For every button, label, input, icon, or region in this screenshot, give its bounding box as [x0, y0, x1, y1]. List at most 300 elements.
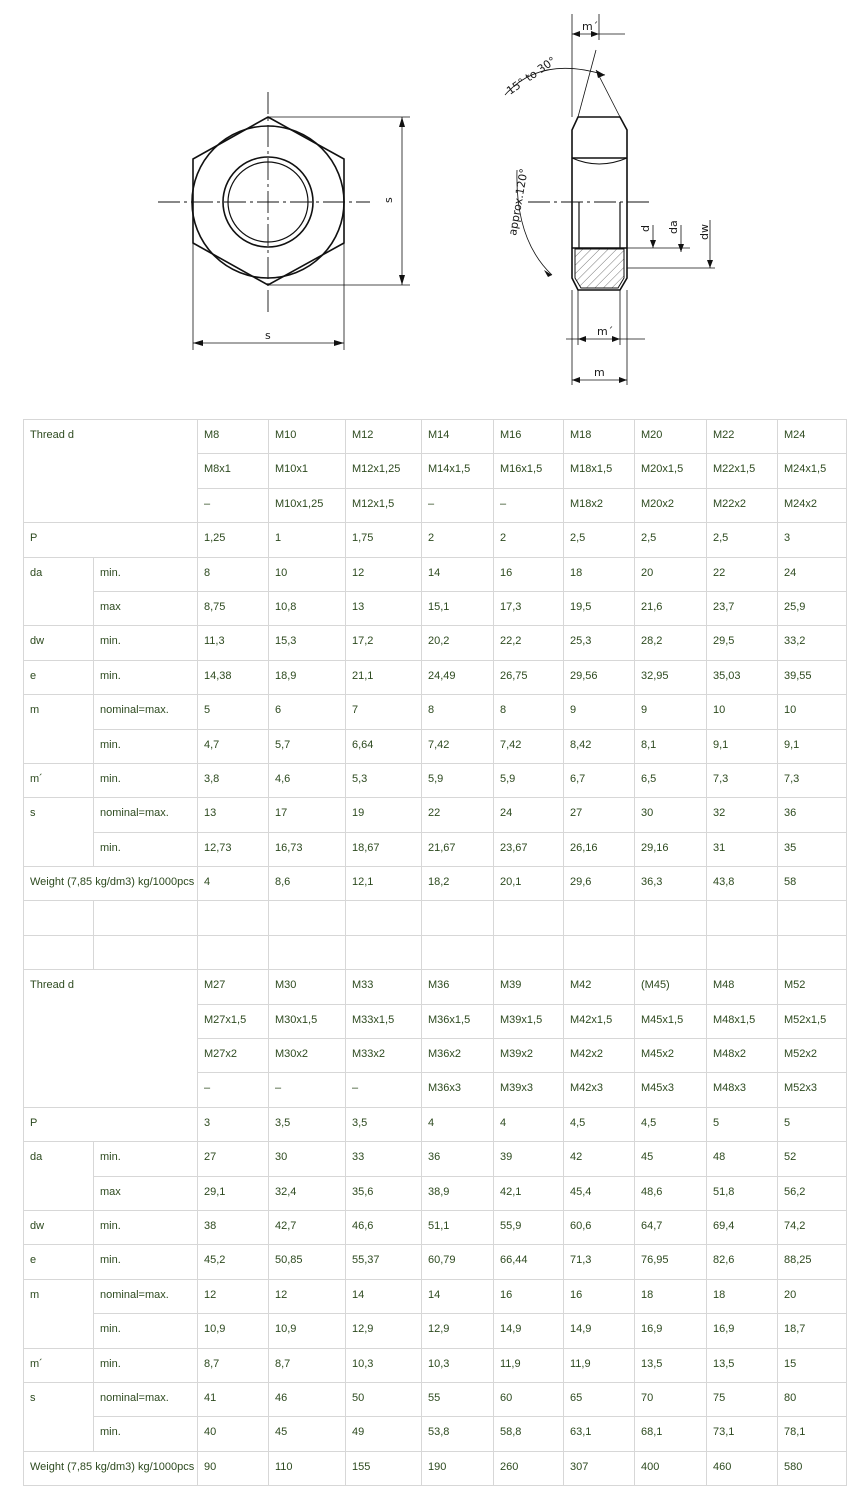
s-label: s [24, 798, 94, 867]
empty-cell [494, 935, 564, 969]
da-label: da [24, 1142, 94, 1211]
s-min-value: 45 [269, 1417, 346, 1451]
empty-cell [269, 935, 346, 969]
dw-min-value: 38 [198, 1210, 269, 1244]
da-max-value: 38,9 [422, 1176, 494, 1210]
m-prime-min-value: 6,7 [564, 763, 635, 797]
da-min-value: 14 [422, 557, 494, 591]
m-min-value: 12,9 [422, 1314, 494, 1348]
table-row [24, 1314, 847, 1348]
e-min-value: 29,56 [564, 660, 635, 694]
e-label: e [24, 660, 94, 694]
empty-cell [269, 901, 346, 935]
side-view [504, 14, 715, 385]
d-label: d [639, 225, 652, 232]
m-prime-min-value: 11,9 [564, 1348, 635, 1382]
s-nominal-label: nominal=max. [94, 798, 198, 832]
table-row [24, 626, 847, 660]
m-min-value: 9,1 [707, 729, 778, 763]
dw-min-value: 29,5 [707, 626, 778, 660]
pitch-value: 1,25 [198, 523, 269, 557]
empty-cell [346, 901, 422, 935]
da-label: da [667, 220, 680, 234]
table-row [24, 695, 847, 729]
s-min-value: 26,16 [564, 832, 635, 866]
m-nominal-value: 9 [635, 695, 707, 729]
dw-min-value: 60,6 [564, 1210, 635, 1244]
empty-cell [198, 935, 269, 969]
da-max-value: 8,75 [198, 591, 269, 625]
pitch-value: 1,75 [346, 523, 422, 557]
s-min-value: 21,67 [422, 832, 494, 866]
da-max-value: 17,3 [494, 591, 564, 625]
m-label: m [24, 695, 94, 764]
thread-value: M27x2 [198, 1039, 269, 1073]
thread-value: M14 [422, 420, 494, 454]
da-min-label: min. [94, 557, 198, 591]
weight-value: 20,1 [494, 867, 564, 901]
pitch-value: 4 [494, 1107, 564, 1141]
m-bottom-label: m [594, 366, 605, 379]
table-row [24, 1279, 847, 1313]
thread-value: M48x1,5 [707, 1004, 778, 1038]
da-min-value: 20 [635, 557, 707, 591]
table-row [24, 1142, 847, 1176]
da-max-label: max [94, 591, 198, 625]
m-nominal-label: nominal=max. [94, 695, 198, 729]
weight-value: 18,2 [422, 867, 494, 901]
m-prime-min-value: 5,9 [494, 763, 564, 797]
empty-cell [94, 935, 198, 969]
table-row [24, 523, 847, 557]
e-min-value: 82,6 [707, 1245, 778, 1279]
m-prime-min-value: 6,5 [635, 763, 707, 797]
empty-cell [707, 935, 778, 969]
table-row [24, 1451, 847, 1485]
s-min-value: 31 [707, 832, 778, 866]
thread-value: M45x2 [635, 1039, 707, 1073]
dw-label: dw [24, 626, 94, 660]
m-min-value: 10,9 [198, 1314, 269, 1348]
m-prime-top-label: m´ [582, 20, 599, 33]
s-nominal-value: 22 [422, 798, 494, 832]
m-nominal-value: 7 [346, 695, 422, 729]
thread-value: M10x1,25 [269, 488, 346, 522]
m-prime-min-value: 8,7 [198, 1348, 269, 1382]
thread-value: M52 [778, 970, 847, 1004]
weight-value: 58 [778, 867, 847, 901]
da-max-value: 21,6 [635, 591, 707, 625]
thread-value: M12x1,25 [346, 454, 422, 488]
empty-cell [94, 901, 198, 935]
thread-value: M18 [564, 420, 635, 454]
da-min-value: 12 [346, 557, 422, 591]
empty-cell [422, 901, 494, 935]
thread-value: M10x1 [269, 454, 346, 488]
m-prime-bottom-label: m´ [597, 325, 614, 338]
weight-value: 110 [269, 1451, 346, 1485]
m-prime-min-label: min. [94, 1348, 198, 1382]
thread-value: M24x2 [778, 488, 847, 522]
weight-value: 190 [422, 1451, 494, 1485]
empty-cell [24, 901, 94, 935]
table-row [24, 729, 847, 763]
pitch-value: 4,5 [564, 1107, 635, 1141]
s-vertical-label: s [382, 197, 395, 203]
table-row [24, 1210, 847, 1244]
thread-value: M30x2 [269, 1039, 346, 1073]
s-min-value: 23,67 [494, 832, 564, 866]
dimension-table-body [24, 420, 847, 1486]
dw-min-value: 15,3 [269, 626, 346, 660]
empty-cell [635, 935, 707, 969]
da-max-value: 56,2 [778, 1176, 847, 1210]
m-nominal-value: 14 [346, 1279, 422, 1313]
e-min-value: 71,3 [564, 1245, 635, 1279]
da-min-value: 30 [269, 1142, 346, 1176]
thread-value: M39x1,5 [494, 1004, 564, 1038]
thread-value: M33x1,5 [346, 1004, 422, 1038]
s-nominal-value: 60 [494, 1382, 564, 1416]
drawing-svg [0, 0, 867, 400]
table-row [24, 557, 847, 591]
thread-value: M39x2 [494, 1039, 564, 1073]
table-row [24, 867, 847, 901]
thread-value: M36x2 [422, 1039, 494, 1073]
m-nominal-value: 8 [494, 695, 564, 729]
thread-label: Thread d [24, 970, 198, 1108]
m-prime-min-value: 4,6 [269, 763, 346, 797]
pitch-label: P [24, 523, 198, 557]
thread-value: M8x1 [198, 454, 269, 488]
weight-value: 307 [564, 1451, 635, 1485]
table-row [24, 1107, 847, 1141]
pitch-value: 2 [422, 523, 494, 557]
e-min-label: min. [94, 1245, 198, 1279]
m-min-value: 5,7 [269, 729, 346, 763]
m-prime-min-value: 10,3 [422, 1348, 494, 1382]
thread-value: M16x1,5 [494, 454, 564, 488]
thread-value: M45x1,5 [635, 1004, 707, 1038]
thread-value: M52x1,5 [778, 1004, 847, 1038]
table-row [24, 832, 847, 866]
dw-min-value: 42,7 [269, 1210, 346, 1244]
weight-value: 36,3 [635, 867, 707, 901]
s-min-label: min. [94, 832, 198, 866]
m-nominal-value: 20 [778, 1279, 847, 1313]
e-min-value: 26,75 [494, 660, 564, 694]
da-min-value: 52 [778, 1142, 847, 1176]
e-min-value: 35,03 [707, 660, 778, 694]
nut-technical-drawing [0, 0, 867, 400]
da-min-label: min. [94, 1142, 198, 1176]
m-min-value: 6,64 [346, 729, 422, 763]
e-label: e [24, 1245, 94, 1279]
thread-value: M42 [564, 970, 635, 1004]
dw-label: dw [698, 224, 711, 240]
e-min-value: 18,9 [269, 660, 346, 694]
dw-min-label: min. [94, 626, 198, 660]
m-min-value: 7,42 [422, 729, 494, 763]
pitch-value: 1 [269, 523, 346, 557]
pitch-value: 4,5 [635, 1107, 707, 1141]
m-nominal-value: 12 [269, 1279, 346, 1313]
da-max-label: max [94, 1176, 198, 1210]
da-max-value: 45,4 [564, 1176, 635, 1210]
table-row [24, 763, 847, 797]
m-min-value: 9,1 [778, 729, 847, 763]
thread-value: M48x2 [707, 1039, 778, 1073]
s-nominal-value: 70 [635, 1382, 707, 1416]
thread-value: M30 [269, 970, 346, 1004]
s-min-value: 68,1 [635, 1417, 707, 1451]
weight-value: 155 [346, 1451, 422, 1485]
e-min-value: 50,85 [269, 1245, 346, 1279]
thread-value: M20x2 [635, 488, 707, 522]
thread-value: M30x1,5 [269, 1004, 346, 1038]
thread-value: M42x3 [564, 1073, 635, 1107]
m-prime-min-value: 15 [778, 1348, 847, 1382]
da-min-value: 27 [198, 1142, 269, 1176]
thread-value: – [346, 1073, 422, 1107]
m-nominal-value: 16 [564, 1279, 635, 1313]
pitch-value: 4 [422, 1107, 494, 1141]
da-max-value: 32,4 [269, 1176, 346, 1210]
da-max-value: 35,6 [346, 1176, 422, 1210]
m-prime-label: m´ [24, 1348, 94, 1382]
thread-value: – [198, 488, 269, 522]
m-prime-min-value: 13,5 [707, 1348, 778, 1382]
e-min-label: min. [94, 660, 198, 694]
weight-value: 90 [198, 1451, 269, 1485]
m-prime-min-value: 13,5 [635, 1348, 707, 1382]
thread-value: M24 [778, 420, 847, 454]
m-min-value: 14,9 [564, 1314, 635, 1348]
thread-value: M16 [494, 420, 564, 454]
dw-label: dw [24, 1210, 94, 1244]
m-prime-min-value: 8,7 [269, 1348, 346, 1382]
thread-value: M39 [494, 970, 564, 1004]
thread-value: M33x2 [346, 1039, 422, 1073]
e-min-value: 88,25 [778, 1245, 847, 1279]
empty-cell [635, 901, 707, 935]
dw-min-value: 64,7 [635, 1210, 707, 1244]
thread-value: – [269, 1073, 346, 1107]
s-nominal-value: 32 [707, 798, 778, 832]
dw-min-label: min. [94, 1210, 198, 1244]
m-label: m [24, 1279, 94, 1348]
da-max-value: 42,1 [494, 1176, 564, 1210]
weight-value: 260 [494, 1451, 564, 1485]
e-min-value: 24,49 [422, 660, 494, 694]
s-min-value: 12,73 [198, 832, 269, 866]
table-row [24, 798, 847, 832]
pitch-value: 3,5 [269, 1107, 346, 1141]
m-prime-min-value: 11,9 [494, 1348, 564, 1382]
thread-value: M27 [198, 970, 269, 1004]
da-min-value: 8 [198, 557, 269, 591]
weight-value: 580 [778, 1451, 847, 1485]
hexagon-outline [193, 117, 344, 285]
m-nominal-value: 10 [778, 695, 847, 729]
m-nominal-value: 9 [564, 695, 635, 729]
weight-value: 43,8 [707, 867, 778, 901]
pitch-value: 5 [707, 1107, 778, 1141]
thread-value: M22 [707, 420, 778, 454]
thread-value: M14x1,5 [422, 454, 494, 488]
e-min-value: 45,2 [198, 1245, 269, 1279]
table-row [24, 660, 847, 694]
da-max-value: 19,5 [564, 591, 635, 625]
s-min-value: 58,8 [494, 1417, 564, 1451]
dimension-table [23, 419, 847, 1486]
e-min-value: 66,44 [494, 1245, 564, 1279]
da-max-value: 23,7 [707, 591, 778, 625]
dw-min-value: 17,2 [346, 626, 422, 660]
dw-min-value: 11,3 [198, 626, 269, 660]
da-min-value: 22 [707, 557, 778, 591]
thread-value: (M45) [635, 970, 707, 1004]
thread-value: M8 [198, 420, 269, 454]
thread-value: M52x2 [778, 1039, 847, 1073]
da-min-value: 48 [707, 1142, 778, 1176]
pitch-value: 3,5 [346, 1107, 422, 1141]
s-nominal-value: 46 [269, 1382, 346, 1416]
table-row [24, 1176, 847, 1210]
m-nominal-label: nominal=max. [94, 1279, 198, 1313]
s-nominal-value: 65 [564, 1382, 635, 1416]
pitch-value: 2 [494, 523, 564, 557]
empty-cell [778, 901, 847, 935]
thread-value: M12 [346, 420, 422, 454]
m-nominal-value: 12 [198, 1279, 269, 1313]
angle-top-label: 15° to 30° [504, 54, 559, 98]
m-prime-min-value: 5,3 [346, 763, 422, 797]
m-min-value: 7,42 [494, 729, 564, 763]
s-min-value: 73,1 [707, 1417, 778, 1451]
thread-value: M36x1,5 [422, 1004, 494, 1038]
s-min-value: 63,1 [564, 1417, 635, 1451]
s-nominal-value: 24 [494, 798, 564, 832]
dw-min-value: 33,2 [778, 626, 847, 660]
da-max-value: 29,1 [198, 1176, 269, 1210]
spacer-row [24, 935, 847, 969]
s-nominal-value: 17 [269, 798, 346, 832]
angle-side-label: approx.120° [506, 167, 531, 237]
m-min-value: 14,9 [494, 1314, 564, 1348]
da-min-value: 18 [564, 557, 635, 591]
da-max-value: 25,9 [778, 591, 847, 625]
m-prime-label: m´ [24, 763, 94, 797]
s-nominal-value: 19 [346, 798, 422, 832]
thread-value: M36x3 [422, 1073, 494, 1107]
thread-value: M36 [422, 970, 494, 1004]
s-nominal-value: 13 [198, 798, 269, 832]
m-nominal-value: 18 [635, 1279, 707, 1313]
m-nominal-value: 16 [494, 1279, 564, 1313]
empty-cell [346, 935, 422, 969]
thread-value: M22x1,5 [707, 454, 778, 488]
thread-value: M45x3 [635, 1073, 707, 1107]
weight-label: Weight (7,85 kg/dm3) kg/1000pcs [24, 867, 198, 901]
weight-value: 460 [707, 1451, 778, 1485]
table-row [24, 1245, 847, 1279]
empty-cell [494, 901, 564, 935]
pitch-value: 2,5 [635, 523, 707, 557]
pitch-value: 3 [778, 523, 847, 557]
front-view [158, 92, 410, 350]
da-max-value: 15,1 [422, 591, 494, 625]
s-min-value: 18,67 [346, 832, 422, 866]
da-min-value: 42 [564, 1142, 635, 1176]
m-nominal-value: 6 [269, 695, 346, 729]
table-row [24, 420, 847, 454]
empty-cell [778, 935, 847, 969]
da-min-value: 45 [635, 1142, 707, 1176]
dw-min-value: 55,9 [494, 1210, 564, 1244]
m-nominal-value: 14 [422, 1279, 494, 1313]
thread-value: M20x1,5 [635, 454, 707, 488]
pitch-value: 2,5 [707, 523, 778, 557]
e-min-value: 76,95 [635, 1245, 707, 1279]
da-min-value: 36 [422, 1142, 494, 1176]
m-nominal-value: 10 [707, 695, 778, 729]
thread-value: M48 [707, 970, 778, 1004]
da-min-value: 33 [346, 1142, 422, 1176]
thread-value: M52x3 [778, 1073, 847, 1107]
s-nominal-value: 55 [422, 1382, 494, 1416]
empty-cell [24, 935, 94, 969]
dw-min-value: 20,2 [422, 626, 494, 660]
m-min-value: 16,9 [707, 1314, 778, 1348]
weight-label: Weight (7,85 kg/dm3) kg/1000pcs [24, 1451, 198, 1485]
s-min-value: 53,8 [422, 1417, 494, 1451]
thread-value: M18x2 [564, 488, 635, 522]
m-min-value: 8,1 [635, 729, 707, 763]
table-row [24, 591, 847, 625]
dw-min-value: 74,2 [778, 1210, 847, 1244]
thread-value: M33 [346, 970, 422, 1004]
table-row [24, 1382, 847, 1416]
weight-value: 12,1 [346, 867, 422, 901]
s-nominal-value: 50 [346, 1382, 422, 1416]
e-min-value: 55,37 [346, 1245, 422, 1279]
da-max-value: 10,8 [269, 591, 346, 625]
thread-value: M27x1,5 [198, 1004, 269, 1038]
da-max-value: 48,6 [635, 1176, 707, 1210]
m-min-value: 18,7 [778, 1314, 847, 1348]
empty-cell [564, 935, 635, 969]
empty-cell [564, 901, 635, 935]
thread-value: M48x3 [707, 1073, 778, 1107]
s-nominal-value: 41 [198, 1382, 269, 1416]
s-min-value: 49 [346, 1417, 422, 1451]
thread-value: M12x1,5 [346, 488, 422, 522]
pitch-value: 2,5 [564, 523, 635, 557]
weight-value: 29,6 [564, 867, 635, 901]
weight-value: 400 [635, 1451, 707, 1485]
dw-min-value: 46,6 [346, 1210, 422, 1244]
empty-cell [422, 935, 494, 969]
dw-min-value: 69,4 [707, 1210, 778, 1244]
s-nominal-value: 27 [564, 798, 635, 832]
s-nominal-value: 75 [707, 1382, 778, 1416]
s-min-value: 40 [198, 1417, 269, 1451]
pitch-value: 3 [198, 1107, 269, 1141]
e-min-value: 60,79 [422, 1245, 494, 1279]
s-horizontal-label: s [265, 329, 271, 342]
m-min-label: min. [94, 729, 198, 763]
